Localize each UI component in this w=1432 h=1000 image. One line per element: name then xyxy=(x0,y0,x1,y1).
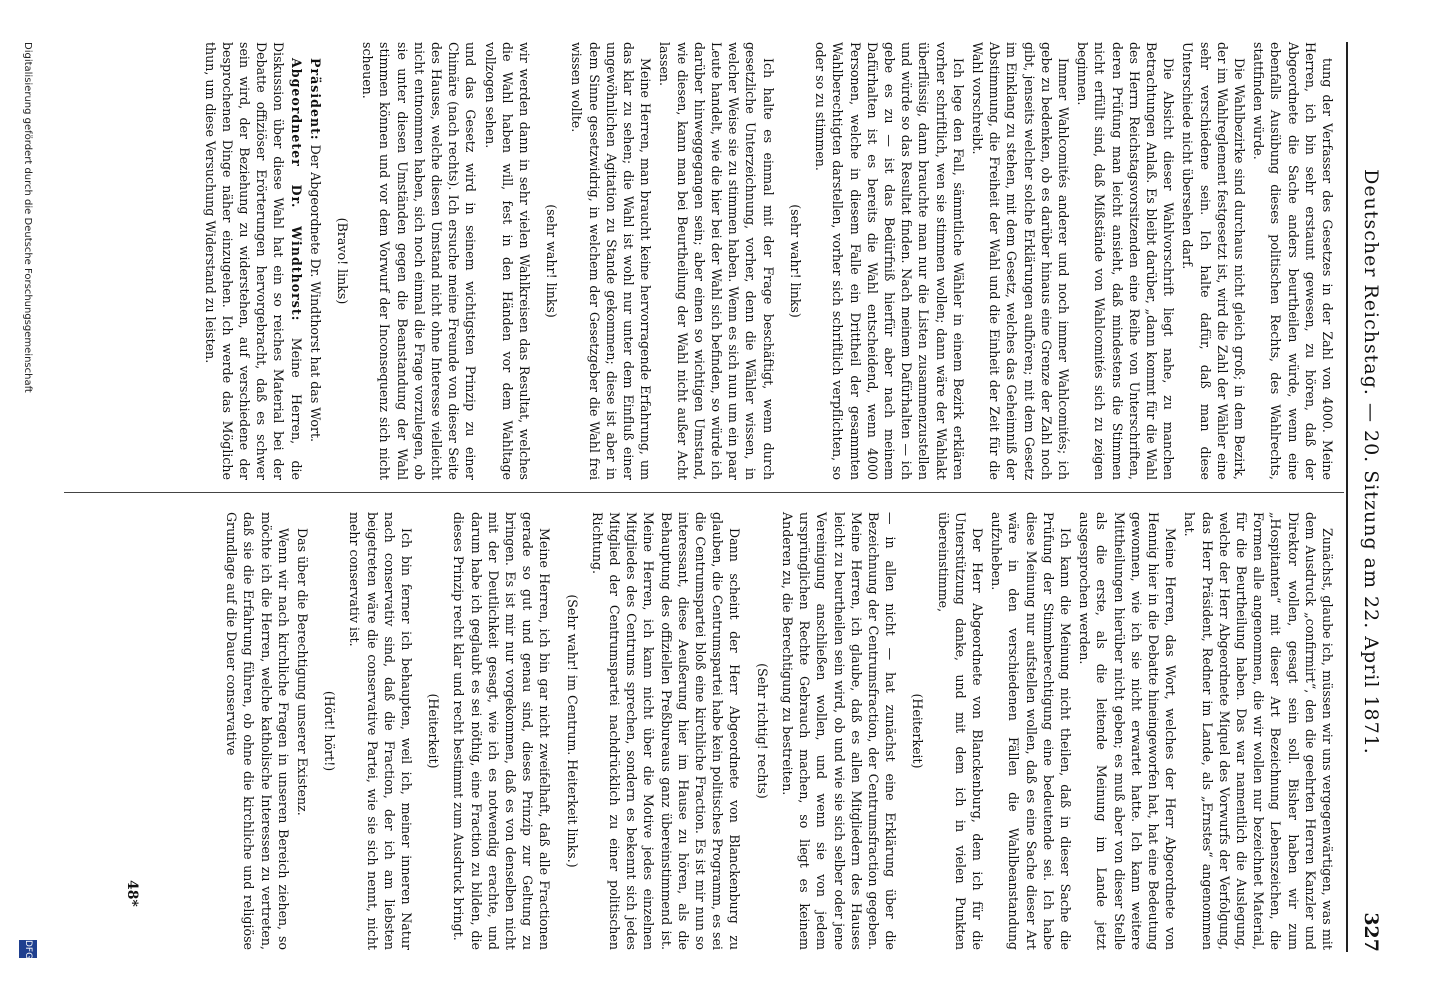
header-title: Deutscher Reichstag. — 20. Sitzung am 22. April 1871. xyxy=(1360,169,1382,755)
left-column xyxy=(199,42,1336,480)
paragraph: Zunächst, glaube ich, müssen wir uns vergegenwärtigen, was mit dem Ausdruck „confirmirt“, den die geehrten Herren Kanzler und Direktor wollen, gesagt sein soll. Bisher haben wir zum „Hospitanten“ mit dieser Art Bezeichnung Lebenszeichen, die Formen alle angenommen, die wir wollen nur bezeichnet Material, für die Beurtheilung haben. Das war namentlich die Auslegung, welche der Herr Abgeordnete Miquel des Vorwurfs der Verfolgung, das Herr Präsident, Redner im Lande, als „Ernstes“ angenommen hat. xyxy=(1182,512,1335,950)
paragraph: Dann scheint der Herr Abgeordnete von Blanckenburg zu glauben, die Centrumspartei habe kein politisches Programm, es sei die Centrumspartei bloß eine kirchliche Fraction. Es ist mir nun so interessant, diese Aeußerung hier im Hause zu hören, als die Behauptung des offiziellen Preßbureaus ganz übereinstimmend ist. Meine Herren, ich kann nicht über die Motive jedes einzelnen Mitgliedes des Centrums sprechen, sondern es bekennt sich jedes Mitglied der Centrumspartei nachdrücklich zu einer politischen Richtung. xyxy=(589,512,743,950)
paragraph: Das über die Berechtigung unserer Existenz. xyxy=(295,528,311,816)
speech-text: Der Abgeordnete Dr. Windthorst hat das Wort. xyxy=(307,144,323,443)
column-divider xyxy=(64,492,1344,493)
paragraph: Ich kann die Meinung nicht theilen, daß in dieser Sache die Prüfung der Stimmberechtigung eine bedeutende sei. Ich habe diese Meinung nur aufstellen wollen, daß es eine Sache dieser Art wäre in den verschiedenen Fällen die Wahlbeanstandung aufzuheben. xyxy=(989,512,1073,950)
interjection: (sehr wahr! links) xyxy=(544,204,560,318)
paragraph: Meine Herren, man braucht keine hervorragende Erfahrung, um das klar zu sehen; die Wahl ist wohl nur unter dem Einfluß einer ungewöhnlichen Agitation zu Stande gekommen; diese ist aber in dem Sinne gesetzwidrig, in welchem der Gesetzgeber die Wahl frei wissen wollte. xyxy=(569,42,654,480)
speech-text: Meine Herren, die Diskussion über diese Wahl hat ein so reiches Material bei der Debatte offiziöser Erörterungen hervorgebracht, daß es schwer sein wird, der Beziehung zu widerstehen, auf verschiedene der besprochenen Dinge näher einzugehen. Ich werde das Mögliche thun, um diese Versuchung Widerstand zu leisten. xyxy=(202,42,304,480)
header-rule xyxy=(1346,42,1348,952)
paragraph: tung der Verfasser des Gesetzes in der Zahl von 4000. Meine Herren, ich bin sehr erstaunt gewesen, zu hören, daß der Abgeordnete die Sache anders beurtheilen würde, wenn eine ebenfalls Ausübung dieses politischen Rechts, des Wahlrechts, stattfinden würde. xyxy=(1251,42,1335,480)
windthorst-speech xyxy=(201,42,304,480)
interjection: (Bravo! links) xyxy=(335,217,351,305)
speaker-label: Präsident: xyxy=(307,58,323,141)
president-speech xyxy=(307,42,324,480)
dfg-logo-icon: DFG xyxy=(19,940,37,958)
interjection: (Heiterkeit) xyxy=(910,693,926,769)
paragraph: Immer Wahlcomités anderer und noch immer Wahlcomités; ich gebe zu bedenken, ob es darüber hinaus eine Grenze der Zahl noch gibt, jenseits welcher solche Erklärungen aufhören; mit dem Gesetz im Einklang zu stehen, mit dem Gesetz, welches das Geheimniß der Abstimmung, die Freiheit der Wahl und die Einheit der Zeit für die Wahl vorschreibt. xyxy=(969,42,1071,480)
paragraph: — in allen nicht — hat zunächst eine Erklärung über die Bezeichnung der Centrumsfraction, der Centrumsfraction gegeben. Meine Herren, ich glaube, daß es allen Mitgliedern des Hauses leicht zu beurtheilen sein wird, ob und wie sie sich selber oder jene Vereinigung anschließen wollen, und wenn sie von jedem ursprünglichen Rechte Gebrauch machen, so liegt es keinem Anderen zu, die Berechtigung zu bestreiten. xyxy=(779,512,899,950)
paragraph: Ich bin ferner ich behaupten, weil ich, meiner inneren Natur nach conservativ sind, daß die Fraction, der ich am liebsten beigetreten wäre die conservative Partei, wie sie sich nennt, nicht mehr conservativ ist. xyxy=(347,512,415,950)
paragraph: Ich halte es einmal mit der Frage beschäftigt, wenn durch gesetzliche Unterzeichnung, vorher, denn die Wähler wissen, in welcher Weise sie zu stimmen haben. Wenn es sich nun um ein paar Leute handelt, wie die hier bei der Wahl sich befinden, so würde ich darüber hinweggegangen sein; aber einen so wichtigen Umstand, wie diesen, kann man bei Beurtheilung der Wahl nicht außer Acht lassen. xyxy=(657,42,776,480)
paragraph: Die Absicht dieser Wahlvorschrift liegt nahe, zu manchen Betrachtungen Anlaß. Es bleibt darüber, „dann kommt für die Wahl des Herrn Reichstagsvorsitzenden eine Reihe von Unterschriften, deren Prüfung man leicht ansieht, daß mindestens die Stimmen nicht erfüllt sind, daß Mißstände von Wahlcomités sich zu zeigen beginnen. xyxy=(1075,42,1177,480)
signature-mark: 48* xyxy=(124,880,140,907)
interjection: (Sehr richtig! rechts) xyxy=(754,663,770,799)
paragraph: Die Wahlbezirke sind durchaus nicht gleich groß; in dem Bezirk, der im Wahlreglement festgesetzt ist, wird die Zahl der Wähler eine sehr verschiedene sein. Ich halte dafür, daß man diese Unterschiede nicht übersehen darf. xyxy=(1180,42,1247,480)
right-column xyxy=(221,512,1336,950)
paragraph: Der Herr Abgeordnete von Blanckenburg, dem ich für die Unterstützung danke, und mit dem ich in vielen Punkten übereinstimme, xyxy=(935,512,985,950)
digitization-footer xyxy=(15,42,37,958)
speaker-label: Abgeordneter Dr. Windthorst: xyxy=(288,58,304,322)
paragraph: Meine Herren, ich bin gar nicht zweifelhaft, daß alle Fractionen gerade so gut und genau sind, dieses Prinzip zur Geltung zu bringen. Es ist mir nur vorgekommen, daß es von denselben nicht mit der Deutlichkeit gesagt, wie ich es notwendig erachte, und darum habe ich geglaubt es sei nöthig, eine Fraction zu bilden, die dieses Prinzip recht klar und recht bestimmt zum Ausdruck bringt. xyxy=(451,512,553,950)
digitization-text: Digitalisierung gefördert durch die Deutsche Forschungsgemeinschaft xyxy=(22,42,33,393)
interjection: (Heiterkeit) xyxy=(426,693,442,769)
page-number: 327 xyxy=(1360,912,1382,952)
page-header xyxy=(1354,42,1382,952)
paragraph: wir werden dann in sehr vielen Wahlkreisen das Resultat, welches die Wahl haben will, fest in den Händen vor dem Wahltage vollzogen sehen. xyxy=(482,42,533,480)
paragraph: Ich lege den Fall, sämmtliche Wähler in einem Bezirk erklären vorher schriftlich, wen sie stimmen wollen; dann wäre der Wahlakt überflüssig, dann brauchte man nur die Listen zusammenzustellen und würde so das Resultat finden. Nach meinem Dafürhalten — ich gebe es zu — ist das Bedürfniß hierfür aber nach meinem Dafürhalten ist es bereits die Wahl entscheidend, wenn 4000 Personen, welche in diesem Falle ein Drittheil der gesammten Wahlberechtigten darstellen, vorher sich schriftlich verpflichten, so oder so zu stimmen. xyxy=(813,42,966,480)
interjection: (sehr wahr! links) xyxy=(787,204,803,318)
paragraph: Wenn wir nach kirchliche Fragen in unseren Bereich ziehen, so möchte ich die Herren, welche katholische Interessen zu vertreten, daß sie die Erfahrung führen, ob ohne die kirchliche und religiöse Grundlage auf die Dauer conservative xyxy=(224,512,291,950)
interjection: (Sehr wahr! im Centrum. Heiterkeit links.) xyxy=(564,594,580,868)
paragraph: Meine Herren, das Wort, welches der Herr Abgeordnete von Hennig hier in die Debatte hineingeworfen hat, hat eine Bedeutung gewonnen, wie ich sie nicht erwartet hatte. Ich kann weitere Mittheilungen hierüber nicht geben; es muß aber von dieser Stelle als die erste, als die leitende Meinung im Lande jetzt ausgesprochen werden. xyxy=(1077,512,1179,950)
interjection: (Hört! hört!) xyxy=(322,690,338,772)
paragraph: und das Gesetz wird in seinem wichtigsten Prinzip zu einer Chimäre (nach rechts). Ich ersuche meine Freunde von dieser Seite des Hauses, welche diesen Umstand nicht ohne Interesse vielleicht nicht entnommen haben, sich noch einmal die Frage vorzulegen, ob sie unter diesen Umständen gegen die Beanstandung der Wahl stimmen können und vor dem Vorwurf der Inconsequenz sich nicht scheuen. xyxy=(360,42,479,480)
